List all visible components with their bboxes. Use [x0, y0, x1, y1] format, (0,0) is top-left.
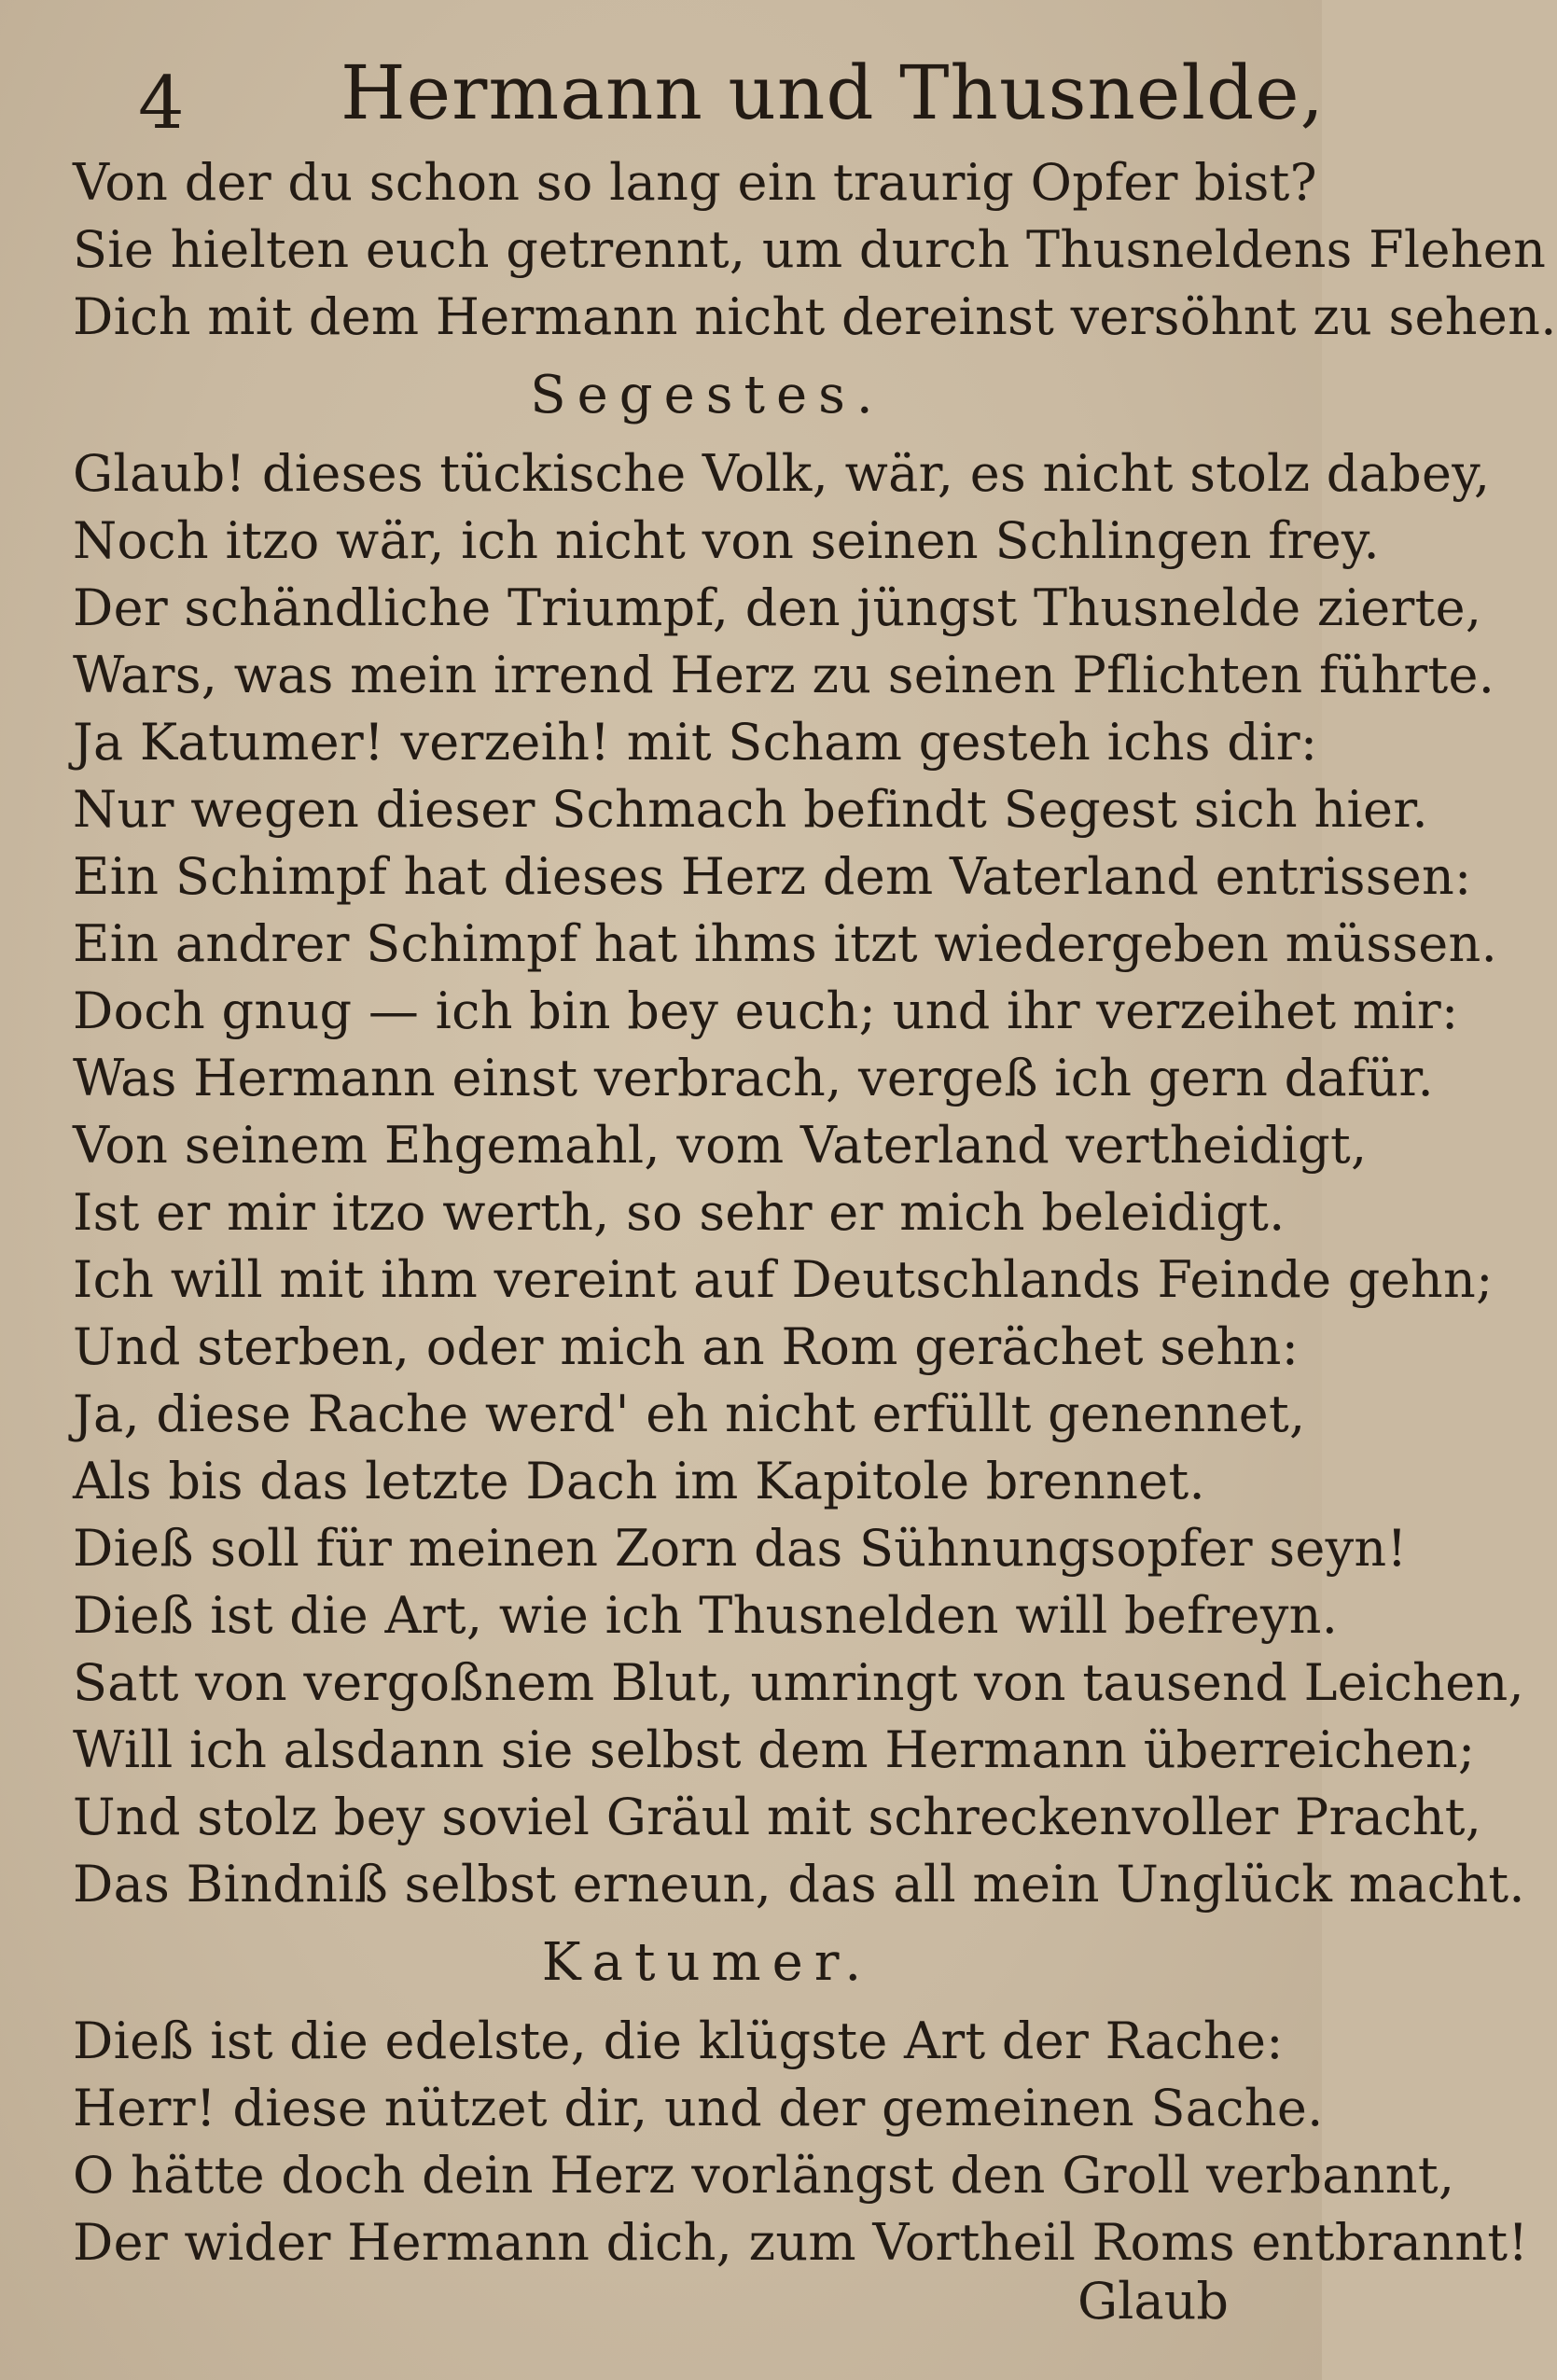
verse-line: Sie hielten euch getrennt, um durch Thusneldens Flehen [73, 220, 1547, 279]
verse-line: Als bis das letzte Dach im Kapitole brennet. [73, 1452, 1205, 1510]
catchword: Glaub [1077, 2272, 1229, 2331]
verse-line: Nur wegen dieser Schmach befindt Segest sich hier. [73, 780, 1428, 839]
verse-line: Ist er mir itzo werth, so sehr er mich beleidigt. [73, 1183, 1286, 1242]
verse-line: Der wider Hermann dich, zum Vortheil Roms entbrannt! [73, 2213, 1529, 2272]
page-number: 4 [138, 62, 185, 146]
verse-line: Und sterben, oder mich an Rom gerächet sehn: [73, 1317, 1300, 1376]
verse-line: Noch itzo wär, ich nicht von seinen Schlingen frey. [73, 511, 1381, 570]
verse-line: Doch gnug — ich bin bey euch; und ihr verzeihet mir: [73, 981, 1459, 1040]
verse-line: Will ich alsdann sie selbst dem Hermann überreichen; [73, 1720, 1476, 1779]
verse-line: Was Hermann einst verbrach, vergeß ich gern dafür. [73, 1049, 1434, 1107]
verse-line: Ich will mit ihm vereint auf Deutschlands Feinde gehn; [73, 1250, 1494, 1309]
speaker-name: Segestes. [530, 365, 884, 425]
verse-line: Dieß soll für meinen Zorn das Sühnungsopfer seyn! [73, 1519, 1408, 1578]
verse-line: Satt von vergoßnem Blut, umringt von tausend Leichen, [73, 1653, 1525, 1712]
verse-line: Herr! diese nützet dir, und der gemeinen Sache. [73, 2079, 1324, 2137]
verse-line: Ein Schimpf hat dieses Herz dem Vaterland entrissen: [73, 847, 1472, 906]
verse-line: O hätte doch dein Herz vorlängst den Groll verbannt, [73, 2146, 1455, 2205]
verse-line: Dieß ist die edelste, die klügste Art der Rache: [73, 2011, 1284, 2070]
verse-line: Der schändliche Triumpf, den jüngst Thusnelde zierte, [73, 578, 1482, 637]
verse-line: Das Bindniß selbst erneun, das all mein Unglück macht. [73, 1855, 1525, 1914]
verse-line: Ja Katumer! verzeih! mit Scham gesteh ichs dir: [73, 713, 1318, 772]
verse-line: Von der du schon so lang ein traurig Opfer bist? [73, 153, 1317, 212]
speaker-name: Katumer. [541, 1932, 873, 1993]
running-title: Hermann und Thusnelde, [341, 49, 1325, 136]
verse-text [73, 149, 1557, 2276]
verse-line: Von seinem Ehgemahl, vom Vaterland vertheidigt, [73, 1116, 1368, 1175]
verse-line: Glaub! dieses tückische Volk, wär, es nicht stolz dabey, [73, 444, 1491, 503]
verse-line: Und stolz bey soviel Gräul mit schreckenvoller Pracht, [73, 1788, 1482, 1846]
verse-line: Ein andrer Schimpf hat ihms itzt wiedergeben müssen. [73, 914, 1498, 973]
verse-line: Dich mit dem Hermann nicht dereinst versöhnt zu sehen. [73, 287, 1557, 346]
verse-line: Ja, diese Rache werd' eh nicht erfüllt genennet, [73, 1385, 1306, 1443]
verse-line: Dieß ist die Art, wie ich Thusnelden will befreyn. [73, 1586, 1339, 1645]
verse-line: Wars, was mein irrend Herz zu seinen Pflichten führte. [73, 646, 1495, 704]
